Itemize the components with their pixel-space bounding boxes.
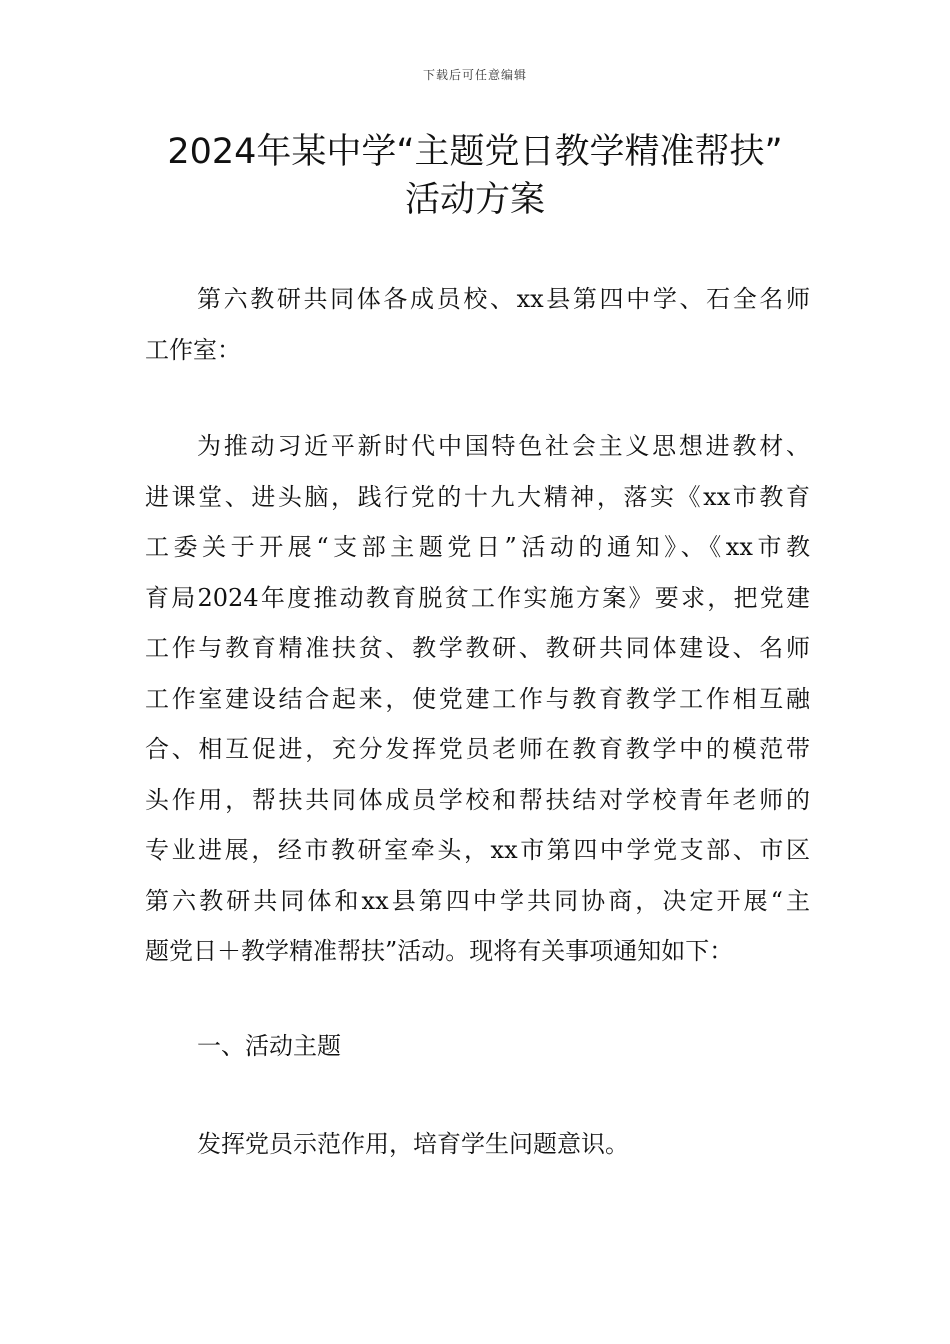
- body-line: 为推动习近平新时代中国特色社会主义思想进教材、: [197, 432, 810, 460]
- addressee-line-1: 第六教研共同体各成员校、xx县第四中学、石全名师: [197, 285, 810, 313]
- body-line: 工作室建设结合起来，使党建工作与教育教学工作相互融: [145, 684, 810, 713]
- section-heading-text: 一、活动主题: [197, 1032, 341, 1060]
- body-line: 专业进展，经市教研室牵头，xx市第四中学党支部、市区: [145, 836, 810, 864]
- title-line-2: 活动方案: [404, 180, 545, 220]
- header-note: 下载后可任意编辑: [422, 68, 527, 82]
- body-line: 题党日＋教学精准帮扶”活动。现将有关事项通知如下：: [145, 937, 734, 965]
- section-text-line: 发挥党员示范作用，培育学生问题意识。: [197, 1130, 629, 1158]
- section-heading: [145, 1021, 810, 1072]
- title-line-1: 2024年某中学“主题党日教学精准帮扶”: [167, 132, 783, 172]
- body-line: 合、相互促进，充分发挥党员老师在教育教学中的模范带: [145, 735, 810, 763]
- document-title: [100, 128, 850, 224]
- body-line: 工委关于开展“支部主题党日”活动的通知》、《xx市教: [145, 533, 810, 561]
- body-line: 头作用，帮扶共同体成员学校和帮扶结对学校青年老师的: [145, 785, 810, 814]
- body-line: 工作与教育精准扶贫、教学教研、教研共同体建设、名师: [145, 634, 810, 662]
- section-text: [145, 1119, 810, 1170]
- addressee-paragraph: [145, 274, 810, 375]
- body-line: 第六教研共同体和xx县第四中学共同协商，决定开展“主: [145, 886, 810, 915]
- body-line: 进课堂、进头脑，践行党的十九大精神，落实《xx市教育: [145, 482, 810, 511]
- body-line: 育局2024年度推动教育脱贫工作实施方案》要求，把党建: [145, 583, 810, 612]
- body-paragraph: [145, 421, 810, 977]
- addressee-line-2: 工作室：: [145, 335, 241, 364]
